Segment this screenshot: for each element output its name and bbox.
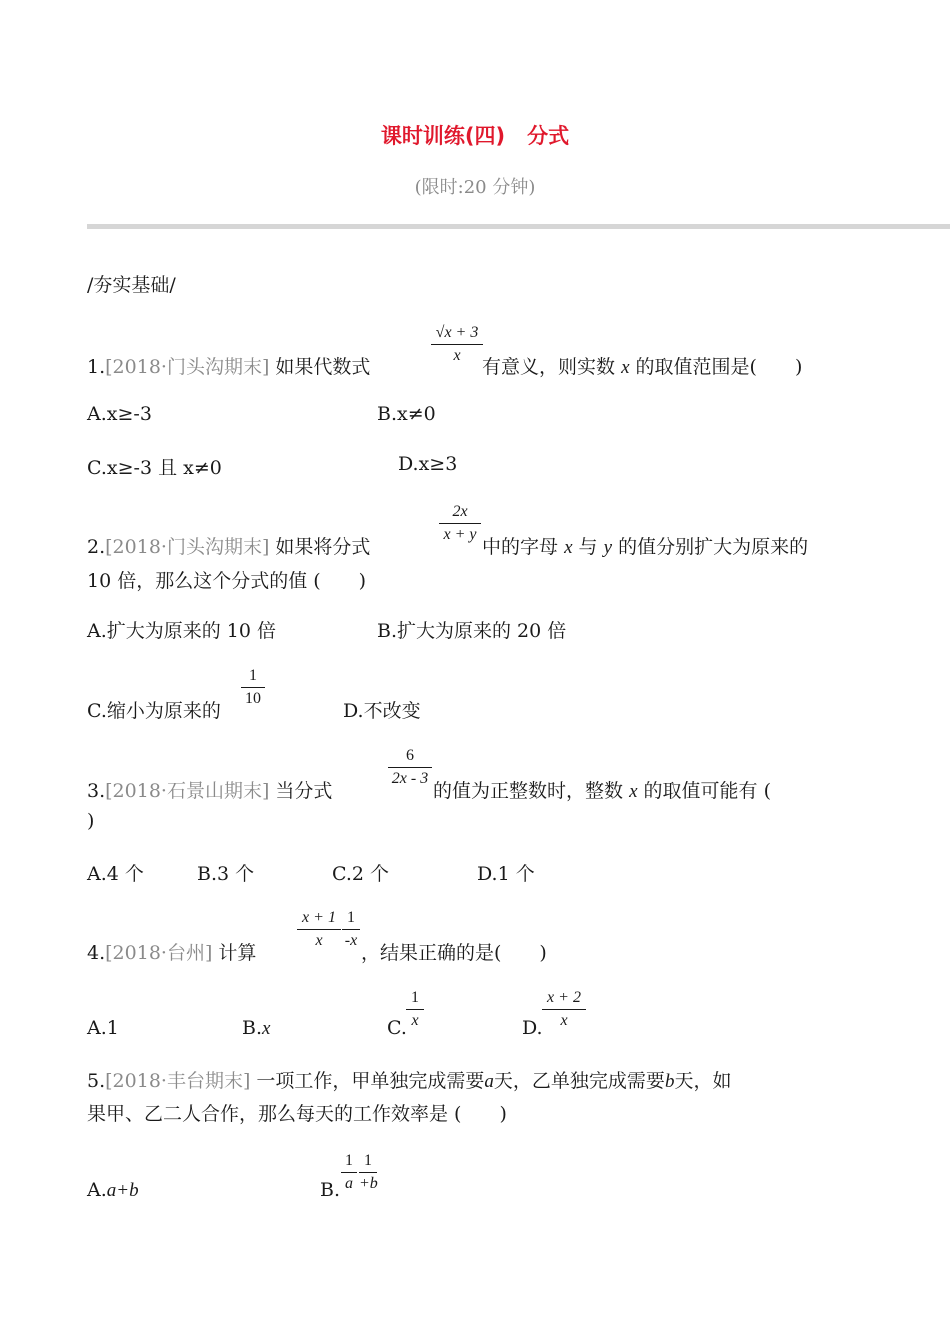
q3-stem-left bbox=[87, 776, 332, 803]
q5-var-a: a bbox=[484, 1071, 494, 1092]
q4-option-b-var: x bbox=[262, 1018, 271, 1039]
q2-stem-right bbox=[482, 532, 808, 559]
title-text: 课时训练(四) bbox=[380, 124, 506, 148]
q3-var: x bbox=[629, 781, 638, 802]
q1-text-end: 的取值范围是( ) bbox=[635, 356, 803, 378]
q2-stem-line2: 10 倍，那么这个分式的值 ( ) bbox=[87, 570, 367, 592]
q1-stem-right bbox=[482, 352, 802, 379]
q4-option-a[interactable]: A.1 bbox=[87, 1017, 119, 1039]
q1-fraction bbox=[431, 322, 483, 367]
q4-option-d[interactable]: D. bbox=[522, 1017, 543, 1039]
q3-number: 3. bbox=[87, 780, 106, 802]
title-topic: 分式 bbox=[527, 124, 570, 148]
q5-option-b-n1: 1 bbox=[341, 1150, 357, 1173]
q1-source: [2018·门头沟期末] bbox=[105, 356, 270, 378]
q4-frac2-den: -x bbox=[344, 932, 358, 949]
q2-option-c[interactable]: C.缩小为原来的 bbox=[87, 700, 221, 722]
q5-option-b-fraction-2 bbox=[359, 1150, 377, 1195]
q2-mid: 与 bbox=[578, 536, 598, 558]
q4-option-b-label: B. bbox=[242, 1017, 263, 1039]
q2-option-c-den: 10 bbox=[245, 690, 261, 707]
q3-source: [2018·石景山期末] bbox=[105, 780, 270, 802]
q2-option-d[interactable]: D.不改变 bbox=[343, 700, 421, 722]
q4-frac2-num: 1 bbox=[342, 907, 360, 930]
q3-stem-line2: ) bbox=[87, 810, 95, 832]
q2-stem-left bbox=[87, 532, 370, 559]
q5-var-b: b bbox=[664, 1071, 675, 1092]
q2-var-y: y bbox=[603, 537, 613, 558]
q1-frac-num: √x + 3 bbox=[435, 324, 479, 341]
q4-source: [2018·台州] bbox=[105, 942, 213, 964]
q3-text-after: 的值为正整数时，整数 bbox=[433, 780, 624, 802]
q3-text-before: 当分式 bbox=[275, 780, 333, 802]
time-limit: (限时:20 分钟) bbox=[414, 177, 536, 198]
q4-stem-left bbox=[87, 938, 256, 965]
q5-stem-line2: 果甲、乙二人合作，那么每天的工作效率是 ( ) bbox=[87, 1103, 507, 1125]
q2-option-a[interactable]: A.扩大为原来的 10 倍 bbox=[87, 620, 277, 642]
q4-text-before: 计算 bbox=[218, 942, 257, 964]
q3-option-a[interactable]: A.4 个 bbox=[87, 863, 144, 885]
q2-option-c-num: 1 bbox=[241, 665, 265, 688]
q4-option-d-num: x + 2 bbox=[542, 987, 586, 1010]
q5-option-a[interactable] bbox=[87, 1179, 139, 1202]
q4-frac1-num: x + 1 bbox=[297, 907, 341, 930]
q1-option-b[interactable]: B.x≠0 bbox=[377, 403, 436, 425]
q1-option-c[interactable]: C.x≥-3 且 x≠0 bbox=[87, 457, 222, 479]
q2-fraction bbox=[439, 501, 481, 546]
q2-option-c-fraction bbox=[241, 665, 265, 710]
q3-option-c[interactable]: C.2 个 bbox=[332, 863, 390, 885]
q3-frac-num: 6 bbox=[388, 745, 432, 768]
q1-var: x bbox=[621, 357, 630, 378]
q5-option-b-d1: a bbox=[345, 1175, 353, 1192]
q4-option-c-den: x bbox=[411, 1012, 419, 1029]
q4-option-c[interactable]: C. bbox=[387, 1017, 407, 1039]
q1-text-after: 有意义，则实数 bbox=[482, 356, 616, 378]
q5-option-b-d2: +b bbox=[359, 1175, 378, 1192]
q4-fraction-2 bbox=[342, 907, 360, 952]
q3-stem-right bbox=[433, 776, 771, 803]
q1-frac-den: x bbox=[453, 347, 461, 364]
q5-number: 5. bbox=[87, 1070, 106, 1092]
q2-number: 2. bbox=[87, 536, 106, 558]
q1-stem-left bbox=[87, 352, 370, 379]
q4-frac1-den: x bbox=[315, 932, 323, 949]
q5-source: [2018·丰台期末] bbox=[105, 1070, 251, 1092]
q2-text-before: 如果将分式 bbox=[275, 536, 371, 558]
q3-option-b[interactable]: B.3 个 bbox=[197, 863, 255, 885]
page-title bbox=[0, 120, 950, 150]
q2-option-b[interactable]: B.扩大为原来的 20 倍 bbox=[377, 620, 567, 642]
q4-option-d-den: x bbox=[560, 1012, 568, 1029]
q5-option-b-fraction-1 bbox=[341, 1150, 357, 1195]
q5-stem-line1 bbox=[87, 1066, 731, 1093]
q4-option-c-num: 1 bbox=[406, 987, 424, 1010]
q5-option-b[interactable]: B. bbox=[320, 1179, 341, 1201]
q2-frac-den: x + y bbox=[443, 526, 477, 543]
q1-number: 1. bbox=[87, 356, 106, 378]
q4-option-b[interactable] bbox=[242, 1017, 270, 1040]
q5-option-a-label: A. bbox=[87, 1179, 107, 1201]
q3-frac-den: 2x - 3 bbox=[391, 770, 429, 787]
q2-frac-num: 2x bbox=[439, 501, 481, 524]
q2-text-after: 中的字母 bbox=[482, 536, 559, 558]
q3-option-d[interactable]: D.1 个 bbox=[477, 863, 535, 885]
q4-fraction-1 bbox=[297, 907, 341, 952]
q4-option-d-fraction bbox=[542, 987, 586, 1032]
q4-number: 4. bbox=[87, 942, 106, 964]
q5-option-a-expr: a+b bbox=[106, 1180, 139, 1201]
q2-text-end: 的值分别扩大为原来的 bbox=[618, 536, 809, 558]
q4-text-after: ，结果正确的是( ) bbox=[361, 942, 547, 964]
section-heading: /夯实基础/ bbox=[87, 274, 176, 296]
q5-text-2: 天，乙单独完成需要 bbox=[493, 1070, 665, 1092]
q5-text-3: 天，如 bbox=[674, 1070, 732, 1092]
divider bbox=[87, 224, 950, 229]
q4-option-c-fraction bbox=[406, 987, 424, 1032]
q1-option-a[interactable]: A.x≥-3 bbox=[87, 403, 152, 425]
q5-option-b-n2: 1 bbox=[359, 1150, 377, 1173]
q1-text-before: 如果代数式 bbox=[275, 356, 371, 378]
q5-text-1: 一项工作，甲单独完成需要 bbox=[256, 1070, 485, 1092]
q1-option-d[interactable]: D.x≥3 bbox=[398, 453, 458, 475]
q2-var-x: x bbox=[564, 537, 573, 558]
q3-fraction bbox=[388, 745, 432, 790]
q3-text-end: 的取值可能有 ( bbox=[643, 780, 771, 802]
q2-source: [2018·门头沟期末] bbox=[105, 536, 270, 558]
